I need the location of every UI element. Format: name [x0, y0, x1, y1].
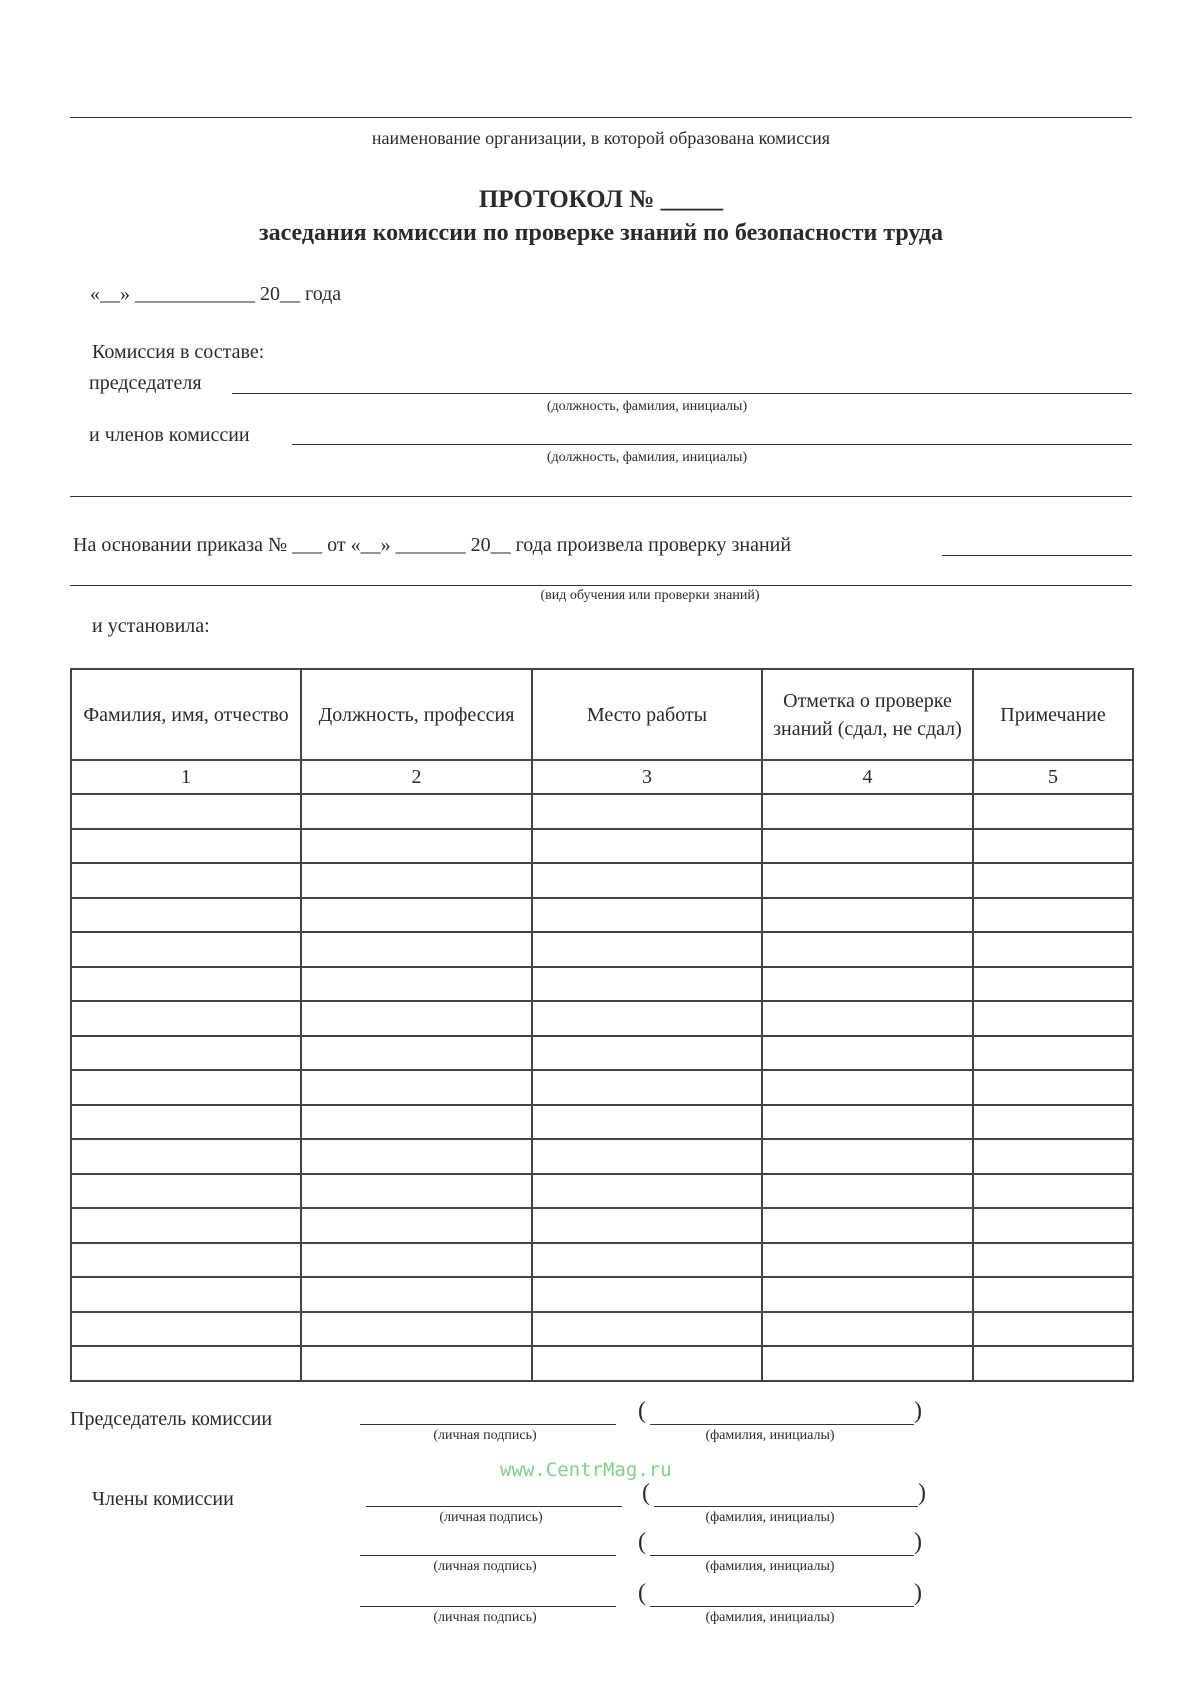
signature-caption: (личная подпись): [439, 1510, 543, 1525]
table-row: [71, 1208, 1133, 1243]
table-cell[interactable]: [532, 1208, 762, 1243]
header-full-name: Фамилия, имя, отчество: [71, 669, 301, 760]
table-cell[interactable]: [762, 1312, 973, 1347]
signature-field[interactable]: [360, 1555, 616, 1556]
table-cell[interactable]: [301, 932, 532, 967]
table-cell[interactable]: [301, 1312, 532, 1347]
table-cell[interactable]: [71, 1346, 301, 1381]
table-row: [71, 1036, 1133, 1071]
table-cell[interactable]: [973, 863, 1133, 898]
table-cell[interactable]: [762, 898, 973, 933]
signature-field[interactable]: [360, 1424, 616, 1425]
members-field[interactable]: [292, 444, 1132, 445]
table-cell[interactable]: [532, 1139, 762, 1174]
table-cell[interactable]: [301, 1174, 532, 1209]
table-cell[interactable]: [973, 1105, 1133, 1140]
table-cell[interactable]: [71, 1174, 301, 1209]
table-cell[interactable]: [301, 1070, 532, 1105]
name-paren-open: (: [638, 1398, 646, 1424]
table-cell[interactable]: [532, 1312, 762, 1347]
signature-field[interactable]: [360, 1606, 616, 1607]
members-label: и членов комиссии: [89, 424, 250, 446]
name-caption: (фамилия, инициалы): [705, 1559, 835, 1574]
header-position: Должность, профессия: [301, 669, 532, 760]
table-cell[interactable]: [71, 829, 301, 864]
table-cell[interactable]: [532, 1105, 762, 1140]
table-cell[interactable]: [301, 1105, 532, 1140]
chairman-signature-label: Председатель комиссии: [70, 1408, 273, 1430]
members-field-continued[interactable]: [70, 496, 1132, 497]
column-number: 3: [532, 760, 762, 794]
table-cell[interactable]: [71, 1105, 301, 1140]
header-check-mark: Отметка о проверке знаний (сдал, не сдал): [762, 669, 973, 760]
table-cell[interactable]: [762, 1139, 973, 1174]
table-cell[interactable]: [973, 967, 1133, 1002]
name-caption: (фамилия, инициалы): [705, 1510, 835, 1525]
table-cell[interactable]: [301, 1243, 532, 1278]
name-paren-open: (: [638, 1580, 646, 1606]
table-row: [71, 1277, 1133, 1312]
table-row: [71, 1312, 1133, 1347]
table-cell[interactable]: [532, 1001, 762, 1036]
check-type-field-continued[interactable]: [70, 585, 1132, 586]
table-cell[interactable]: [973, 1346, 1133, 1381]
table-row: [71, 1070, 1133, 1105]
table-cell[interactable]: [532, 1277, 762, 1312]
table-row: [71, 1139, 1133, 1174]
table-cell[interactable]: [301, 1208, 532, 1243]
table-cell[interactable]: [301, 829, 532, 864]
watermark: www.CentrMag.ru: [500, 1459, 672, 1481]
header-workplace: Место работы: [532, 669, 762, 760]
table-cell[interactable]: [762, 863, 973, 898]
table-cell[interactable]: [973, 1243, 1133, 1278]
table-cell[interactable]: [532, 932, 762, 967]
name-paren-close: ): [918, 1480, 926, 1506]
table-cell[interactable]: [71, 1139, 301, 1174]
table-cell[interactable]: [762, 1208, 973, 1243]
table-cell[interactable]: [762, 829, 973, 864]
column-number-row: [71, 760, 1133, 794]
protocol-title: ПРОТОКОЛ № _____: [478, 186, 724, 213]
members-caption: (должность, фамилия, инициалы): [546, 450, 748, 465]
table-cell[interactable]: [973, 1312, 1133, 1347]
table-cell[interactable]: [532, 898, 762, 933]
table-cell[interactable]: [532, 967, 762, 1002]
table-row: [71, 1105, 1133, 1140]
name-paren-open: (: [638, 1529, 646, 1555]
commission-composition-label: Комиссия в составе:: [92, 341, 265, 363]
name-caption: (фамилия, инициалы): [705, 1428, 835, 1443]
table-row: [71, 1001, 1133, 1036]
table-row: [71, 898, 1133, 933]
table-row: [71, 932, 1133, 967]
table-cell[interactable]: [71, 1243, 301, 1278]
table-cell[interactable]: [532, 1036, 762, 1071]
table-cell[interactable]: [71, 1277, 301, 1312]
table-cell[interactable]: [71, 1208, 301, 1243]
organization-name-line[interactable]: [70, 117, 1132, 118]
table-cell[interactable]: [532, 829, 762, 864]
table-cell[interactable]: [762, 1243, 973, 1278]
table-row: [71, 829, 1133, 864]
table-cell[interactable]: [973, 1208, 1133, 1243]
name-paren-close: ): [914, 1529, 922, 1555]
protocol-subtitle: заседания комиссии по проверке знаний по безопасности труда: [258, 220, 944, 246]
table-cell[interactable]: [973, 1036, 1133, 1071]
table-cell[interactable]: [532, 863, 762, 898]
name-field[interactable]: [654, 1506, 918, 1507]
name-paren-close: ): [914, 1398, 922, 1424]
table-cell[interactable]: [71, 1036, 301, 1071]
check-type-caption: (вид обучения или проверки знаний): [540, 588, 760, 603]
table-cell[interactable]: [301, 863, 532, 898]
table-cell[interactable]: [973, 794, 1133, 829]
results-table: [70, 668, 1134, 1382]
column-number: 1: [71, 760, 301, 794]
column-number: 4: [762, 760, 973, 794]
table-cell[interactable]: [973, 829, 1133, 864]
table-cell[interactable]: [973, 1001, 1133, 1036]
table-cell[interactable]: [973, 932, 1133, 967]
protocol-date: «__» ____________ 20__ года: [90, 283, 342, 305]
table-cell[interactable]: [762, 1001, 973, 1036]
table-cell[interactable]: [762, 932, 973, 967]
table-cell[interactable]: [532, 1243, 762, 1278]
table-cell[interactable]: [762, 1174, 973, 1209]
established-label: и установила:: [92, 615, 210, 637]
order-basis-text: На основании приказа № ___ от «__» _______ 20__ года произвела проверку знаний: [73, 534, 792, 556]
table-cell[interactable]: [301, 967, 532, 1002]
table-cell[interactable]: [301, 794, 532, 829]
table-cell[interactable]: [71, 898, 301, 933]
table-cell[interactable]: [301, 1346, 532, 1381]
table-cell[interactable]: [301, 898, 532, 933]
table-cell[interactable]: [532, 1174, 762, 1209]
table-cell[interactable]: [762, 1036, 973, 1071]
table-cell[interactable]: [71, 1070, 301, 1105]
table-cell[interactable]: [71, 932, 301, 967]
table-cell[interactable]: [532, 794, 762, 829]
table-cell[interactable]: [301, 1139, 532, 1174]
table-row: [71, 1174, 1133, 1209]
column-number: 5: [973, 760, 1133, 794]
table-cell[interactable]: [301, 1036, 532, 1071]
table-cell[interactable]: [973, 1277, 1133, 1312]
header-note: Примечание: [973, 669, 1133, 760]
table-cell[interactable]: [762, 967, 973, 1002]
table-cell[interactable]: [532, 1346, 762, 1381]
table-header-row: [71, 669, 1133, 760]
chairman-caption: (должность, фамилия, инициалы): [546, 399, 748, 414]
table-cell[interactable]: [301, 1277, 532, 1312]
chairman-label: председателя: [89, 372, 202, 394]
table-cell[interactable]: [973, 898, 1133, 933]
check-type-field[interactable]: [942, 555, 1132, 556]
table-cell[interactable]: [762, 1277, 973, 1312]
table-cell[interactable]: [71, 967, 301, 1002]
table-cell[interactable]: [762, 1346, 973, 1381]
name-field[interactable]: [650, 1424, 914, 1425]
table-row: [71, 863, 1133, 898]
name-paren-close: ): [914, 1580, 922, 1606]
table-cell[interactable]: [532, 1070, 762, 1105]
name-paren-open: (: [642, 1480, 650, 1506]
table-row: [71, 967, 1133, 1002]
table-row: [71, 1346, 1133, 1381]
signature-caption: (личная подпись): [433, 1610, 537, 1625]
column-number: 2: [301, 760, 532, 794]
table-cell[interactable]: [71, 1001, 301, 1036]
table-row: [71, 1243, 1133, 1278]
table-cell[interactable]: [762, 794, 973, 829]
chairman-field[interactable]: [232, 393, 1132, 394]
table-cell[interactable]: [762, 1105, 973, 1140]
name-caption: (фамилия, инициалы): [705, 1610, 835, 1625]
table-cell[interactable]: [71, 863, 301, 898]
signature-caption: (личная подпись): [433, 1559, 537, 1574]
table-row: [71, 794, 1133, 829]
table-cell[interactable]: [301, 1001, 532, 1036]
table-cell[interactable]: [973, 1174, 1133, 1209]
table-cell[interactable]: [973, 1139, 1133, 1174]
name-field[interactable]: [650, 1555, 914, 1556]
signature-field[interactable]: [366, 1506, 622, 1507]
signature-caption: (личная подпись): [433, 1428, 537, 1443]
name-field[interactable]: [650, 1606, 914, 1607]
organization-caption: наименование организации, в которой образована комиссия: [371, 128, 831, 148]
table-cell[interactable]: [71, 1312, 301, 1347]
table-cell[interactable]: [762, 1070, 973, 1105]
table-cell[interactable]: [71, 794, 301, 829]
members-signature-label: Члены комиссии: [92, 1488, 234, 1510]
table-cell[interactable]: [973, 1070, 1133, 1105]
